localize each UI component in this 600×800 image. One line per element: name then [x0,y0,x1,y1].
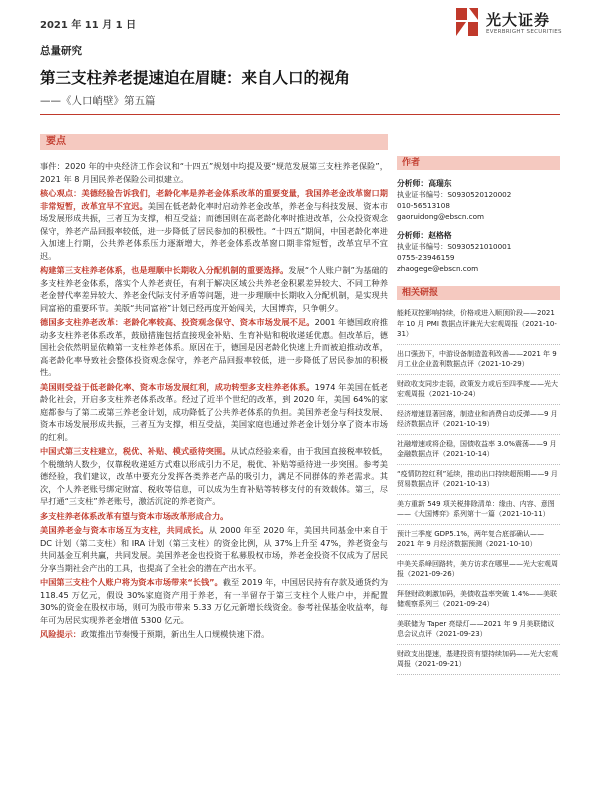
report-subtitle: ——《人口峭壁》第五篇 [40,95,156,107]
related-report-item[interactable]: 拜登财政刺激加码，美债收益率突破 1.4%——美联储观察系列三（2021-09-24） [397,589,560,615]
paragraph-text: 2020 年的中央经济工作会议和“十四五”规划中均提及要“规范发展第三支柱养老保险”，2021 年 8 月国民养老保险公司拟建立。 [40,161,388,184]
related-report-item[interactable]: 财政支出提速，基建投资有望持续加码——光大宏观周报（2021-09-21） [397,649,560,675]
title-divider [40,114,560,115]
paragraph-text: 1974 年美国在低老龄化社会，开启多支柱养老体系改革。经过了近半个世纪的改革，到 2020 年，美国 64%的家庭都参与了第二或第三养老金计划，成功降低了公共养老体系的负担。美国养老金与科技发展、资本市场发展形成共振，三者互为支撑，相互受益，美国家庭也通过养老金计划分享了资本市场的红利。 [40,381,388,442]
paragraph-text: 从试点经验来看，由于我国直接税率较低，个税缴纳人数少，仅靠税收递延方式难以形成引力不足，税优、补贴等亟待进一步突围。参考美德经验，我们建议，改革中要充分发挥各类养老产品的吸引力，满足不同群体的养老需求。其次，个人养老账号绑定财富、税收等信息，可以成为生育补贴等转移支付的有效载体。第三，尽早打通“三支柱”养老账号，激活沉淀的养老资产。 [40,446,388,506]
summary-paragraph [40,628,388,641]
paragraph-text: 美国在低老龄化率时启动养老金改革，养老金与科技发展、资本市场发展形成共振，三者互为支撑，相互受益；而德国则在高老龄化率时推进改革，公众投资观念保守，养老产品回报率较低，进一步降低了居民参加的积极性。“十四五”期间，中国老龄化率进入加速上行期，公共养老体系压力逐渐增大，养老金体系改革窗口期非常短暂，改革宜早不宜迟。 [40,200,388,261]
related-report-item[interactable]: “疫情防控红利”延续，推动出口持续超预期——9 月贸易数据点评（2021-10-13） [397,469,560,495]
summary-band: 要点 [40,134,388,150]
summary-body [40,160,388,641]
related-report-item[interactable]: 美联储为 Taper 亮绿灯——2021 年 9 月美联储议息会议点评（2021-09-23） [397,619,560,645]
related-report-item[interactable]: 美方重新 549 项关税排除清单：缘由、内容、意图——《大国博弈》系列第十一篇（2021-10-11） [397,499,560,525]
paragraph-lead: 事件： [40,161,65,171]
summary-paragraph [40,445,388,508]
related-report-item[interactable]: 经济增速显著回落，制造业和消费自动反弹——9 月经济数据点评（2021-10-19） [397,409,560,435]
related-report-item[interactable]: 预计三季度 GDP5.1%，两年复合底部确认——2021 年 9 月经济数据预测（2021-10-10） [397,529,560,555]
summary-paragraph [40,316,388,379]
paragraph-lead: 多支柱养老体系改革有望与资本市场改革形成合力。 [40,510,229,521]
analyst-card [397,178,560,222]
summary-paragraph [40,264,388,314]
summary-column [40,134,388,643]
related-reports-band: 相关研报 [397,286,560,300]
sidebar-column [397,134,560,679]
report-date: 2021 年 11 月 1 日 [40,20,137,31]
summary-paragraph [40,576,388,626]
analyst-cert: 执业证书编号：S0930521010001 [397,242,512,251]
paragraph-text: 政策推出节奏慢于预期，新出生人口规模快速下滑。 [80,629,270,639]
authors-band: 作者 [397,156,560,170]
paragraph-lead: 核心观点：美德经验告诉我们，老龄化率是养老金体系改革的重要变量，我国养老金改革窗口期非常短暂，改革宜早不宜迟。 [40,188,388,211]
paragraph-lead: 构建第三支柱养老体系，也是理顺中长期收入分配机制的重要选择。 [40,265,289,275]
analyst-email[interactable]: zhaogege@ebscn.com [397,264,479,273]
paragraph-lead: 风险提示： [40,629,81,639]
paragraph-text: 从 2000 年至 2020 年，美国共同基金中来自于 DC 计划（第二支柱）和 IRA 计划（第三支柱）的资金比例，从 37%上升至 47%，养老资金与共同基金互利共赢，共同发展。美国养老金也投资于私募股权市场，养老金投资不仅成为了居民分享当期社会产出的工具，也提高了全社会的潜在产出水平。 [40,525,388,573]
summary-paragraph [40,160,388,185]
analyst-email[interactable]: gaoruidong@ebscn.com [397,212,485,221]
logo-name: 光大证券 [486,11,551,29]
report-title: 第三支柱养老提速迫在眉睫：来自人口的视角 [40,69,351,87]
paragraph-text: 发展“个人账户制”为基础的多支柱养老金体系，落实个人养老责任，有利于解决区域公共养老金积累差异较大、不同工种养老金替代率差异较大、养老金代际支付矛盾等问题，进一步理顺中长期收入分配机制，是实现共同富裕的重要环节。美版“共同富裕”计划已经再度开始闯关，大国博弈，只争朝夕。 [40,265,388,313]
report-category: 总量研究 [40,45,82,57]
authors-list [397,178,560,274]
analyst-name: 赵格格 [428,231,452,240]
analyst-cert: 执业证书编号：S0930520120002 [397,190,512,199]
analyst-role: 分析师： [397,179,429,188]
company-logo [454,6,574,40]
analyst-role: 分析师： [397,231,429,240]
logo-mark-icon [454,6,480,38]
related-report-item[interactable]: 财政收支同步走弱，政策发力或后至四季度——光大宏观周报（2021-10-24） [397,379,560,405]
related-report-item[interactable]: 能耗双控影响持续，价格或进入顺顶阶段——2021 年 10 月 PMI 数据点评兼光大宏观周报（2021-10-31） [397,308,560,345]
summary-paragraph [40,524,388,574]
analyst-phone: 010-56513108 [397,201,450,210]
summary-paragraph [40,187,388,262]
analyst-phone: 0755-23946159 [397,253,455,262]
paragraph-lead: 德国多支柱养老改革：老龄化率较高、投资观念保守、资本市场发展不足。 [40,317,315,327]
paragraph-lead: 美国则受益于低老龄化率、资本市场发展红利，成功转型多支柱养老体系。 [40,381,315,392]
related-report-item[interactable]: 社融增速或将企稳，国债收益率 3.0%震荡——9 月金融数据点评（2021-10-14） [397,439,560,465]
analyst-card [397,230,560,274]
analyst-name: 高瑞东 [428,179,452,188]
paragraph-lead: 美国养老金与资本市场互为支柱，共同成长。 [40,525,209,535]
related-report-item[interactable]: 出口强劲下，中游设备制造盈利改善——2021 年 9 月工业企业盈利数据点评（2021-10-29） [397,349,560,375]
summary-paragraph [40,510,388,523]
related-report-item[interactable]: 中美关系峰回路转，美方访求在哪里——光大宏观周报（2021-09-26） [397,559,560,585]
logo-english-name: EVERBRIGHT SECURITIES [486,29,562,35]
paragraph-text: 截至 2019 年，中国居民持有存款及通货约为 118.45 万亿元，假设 30%家庭资产用于养老，有一半留存于第三支柱个人账户中，并配置 30%的资金在股权市场，则可为股市带来 5.33 万亿元新增长线资金。参考社保基金收益率，每年可为居民实现养老金增值 5300 亿元。 [40,577,389,625]
paragraph-lead: 中国式第三支柱建立，税优、补贴、模式亟待突围。 [40,446,231,456]
summary-paragraph [40,381,388,444]
paragraph-text: 2001 年德国政府推动多支柱养老体系改革，鼓励措施包括直接现金补贴、生育补贴和税收递延优惠。但改革后，德国社会依然明显依赖第一支柱养老体系。原因在于，德国是因老龄化快速上升而被迫推动改革，高老龄化率导致社会整体投资观念保守，养老产品回报率较低，进一步降低了居民参加的积极性。 [40,317,388,377]
related-reports-list [397,308,560,675]
paragraph-lead: 中国第三支柱个人账户将为资本市场带来“长钱”。 [40,577,223,587]
